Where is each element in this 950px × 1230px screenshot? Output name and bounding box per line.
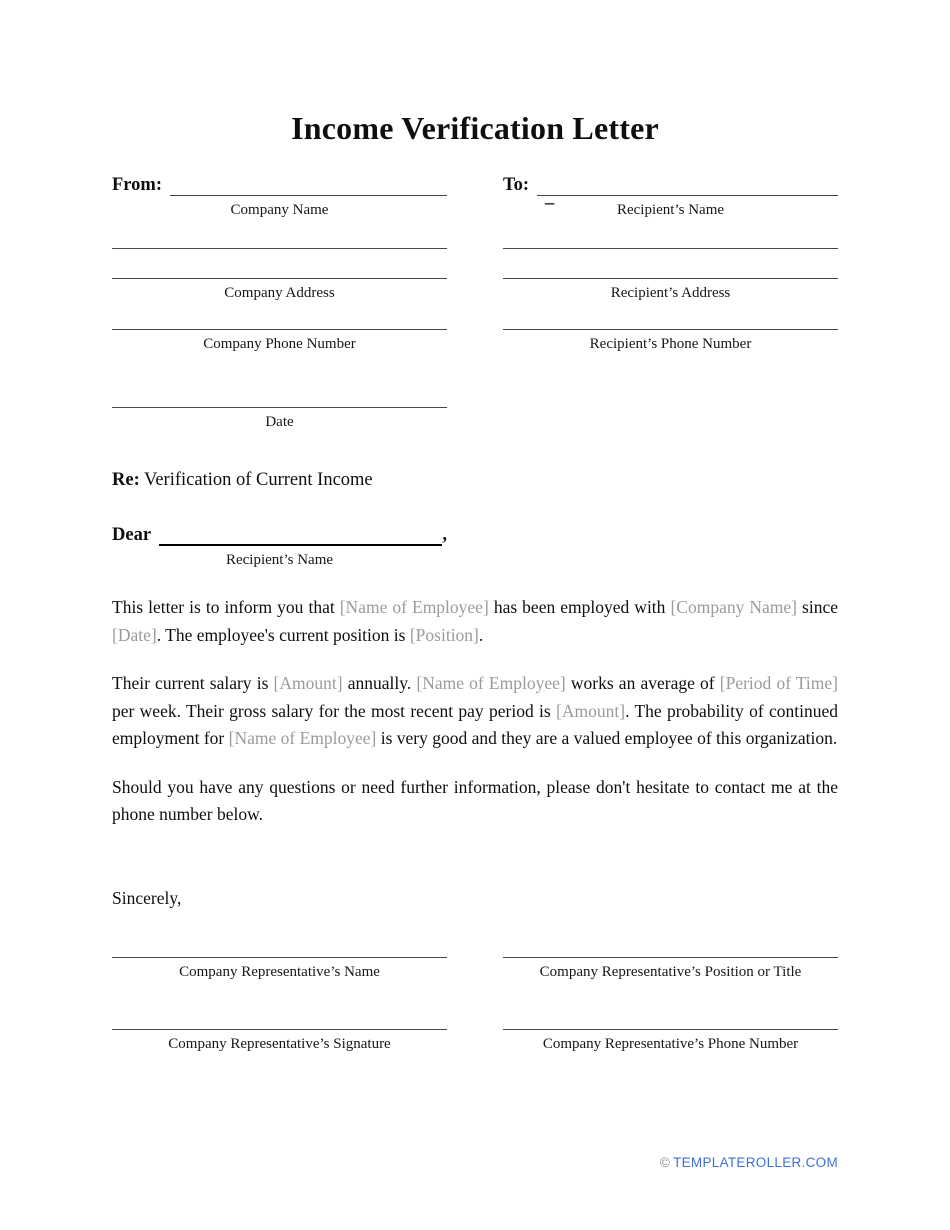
- paragraph-text: Should you have any questions or need further information, please don't hesitate to contact me at the phone number below.: [112, 776, 838, 824]
- signature-caption: Company Representative’s Signature: [168, 1035, 391, 1052]
- re-label: Re:: [112, 470, 140, 490]
- placeholder-token: [Date]: [112, 624, 157, 645]
- form-field: [112, 276, 447, 302]
- placeholder-token: [Period of Time]: [719, 673, 839, 693]
- paragraph-text: annually.: [342, 673, 417, 693]
- placeholder-token: [Amount]: [556, 700, 626, 721]
- form-field: [112, 175, 447, 219]
- form-field: [503, 327, 838, 353]
- paragraph-text: This letter is to inform you that: [112, 597, 340, 617]
- field-prefix-label: From:: [112, 175, 162, 195]
- templateroller-link[interactable]: TEMPLATEROLLER.COM: [673, 1155, 838, 1170]
- re-text: Verification of Current Income: [144, 470, 373, 490]
- blank-line-row: [503, 327, 838, 330]
- blank-line-row: [112, 405, 447, 408]
- form-field: [112, 246, 447, 249]
- blank-line-row: [112, 246, 447, 249]
- blank-line: [170, 175, 447, 196]
- placeholder-token: [Company Name]: [670, 597, 797, 617]
- to-column: [503, 175, 838, 431]
- paragraph-text: . The probability of continued employment for: [112, 700, 838, 748]
- form-field: [503, 175, 838, 219]
- salutation-row: [112, 525, 447, 546]
- blank-line-row: [503, 276, 838, 279]
- header-columns: [112, 175, 838, 431]
- dear-label: Dear: [112, 525, 152, 545]
- field-caption: Date: [265, 414, 294, 430]
- signature-caption: Company Representative’s Phone Number: [542, 1035, 799, 1052]
- copyright-icon: ©: [659, 1155, 671, 1170]
- paragraph-text: has been employed with: [488, 597, 671, 617]
- blank-line: [112, 405, 447, 408]
- signature-field: [503, 1027, 838, 1053]
- paragraph-text: .: [478, 624, 484, 645]
- signature-caption: Company Representative’s Name: [179, 963, 380, 980]
- signature-field: [112, 1027, 447, 1053]
- blank-line-row: [112, 175, 447, 196]
- blank-line: [537, 175, 838, 196]
- letter-paragraph: [112, 670, 838, 753]
- blank-line: [112, 276, 447, 279]
- placeholder-token: [Name of Employee]: [228, 728, 377, 748]
- paragraph-text: works an average of: [565, 673, 720, 693]
- blank-line: [112, 246, 447, 249]
- salutation-blank-line: [159, 526, 442, 546]
- field-caption: Company Phone Number: [203, 336, 356, 352]
- blank-line-row: [112, 276, 447, 279]
- paragraph-text: Their current salary is: [112, 673, 274, 693]
- signature-line: [503, 955, 838, 958]
- paragraph-text: . The employee's current position is: [156, 624, 410, 645]
- paragraph-text: per week. Their gross salary for the most recent pay period is: [112, 700, 557, 721]
- paragraph-text: is very good and they are a valued employee of this organization.: [376, 728, 838, 748]
- from-column: [112, 175, 447, 431]
- field-caption: Recipient’s Address: [610, 285, 731, 301]
- footer: [660, 1155, 838, 1170]
- salutation-block: [112, 525, 447, 569]
- signature-line: [112, 955, 447, 958]
- stray-underscore: _: [545, 187, 555, 207]
- placeholder-token: [Name of Employee]: [416, 673, 566, 693]
- placeholder-token: [Amount]: [273, 673, 343, 693]
- salutation-caption: Recipient’s Name: [225, 552, 334, 568]
- form-field: [112, 327, 447, 353]
- signature-caption: Company Representative’s Position or Title: [539, 963, 802, 980]
- letter-paragraph: [112, 594, 838, 649]
- signature-field: [112, 955, 447, 981]
- placeholder-token: [Name of Employee]: [339, 597, 489, 617]
- re-line: [112, 469, 838, 491]
- salutation-comma: ,: [442, 525, 447, 545]
- blank-line: [503, 246, 838, 249]
- blank-line-row: [112, 327, 447, 330]
- letter-paragraph: [112, 774, 838, 829]
- page-title: Income Verification Letter: [291, 110, 659, 146]
- paragraph-text: since: [797, 597, 838, 617]
- blank-line: [503, 327, 838, 330]
- signature-field: [503, 955, 838, 981]
- field-prefix-label: To:: [503, 175, 530, 195]
- letter-body: [112, 594, 838, 829]
- placeholder-token: [Position]: [409, 624, 479, 645]
- field-caption: Recipient’s Name: [616, 202, 725, 218]
- signature-grid: [112, 955, 838, 1053]
- signature-line: [503, 1027, 838, 1030]
- blank-line-row: [503, 246, 838, 249]
- blank-line: [112, 327, 447, 330]
- closing-line: Sincerely,: [112, 887, 182, 908]
- form-field: [112, 405, 447, 431]
- field-caption: Company Name: [230, 202, 329, 218]
- field-caption: Recipient’s Phone Number: [589, 336, 752, 352]
- blank-line-row: [503, 175, 838, 207]
- field-caption: Company Address: [224, 285, 335, 301]
- form-field: [503, 246, 838, 249]
- signature-line: [112, 1027, 447, 1030]
- blank-line: [503, 276, 838, 279]
- form-field: [503, 276, 838, 302]
